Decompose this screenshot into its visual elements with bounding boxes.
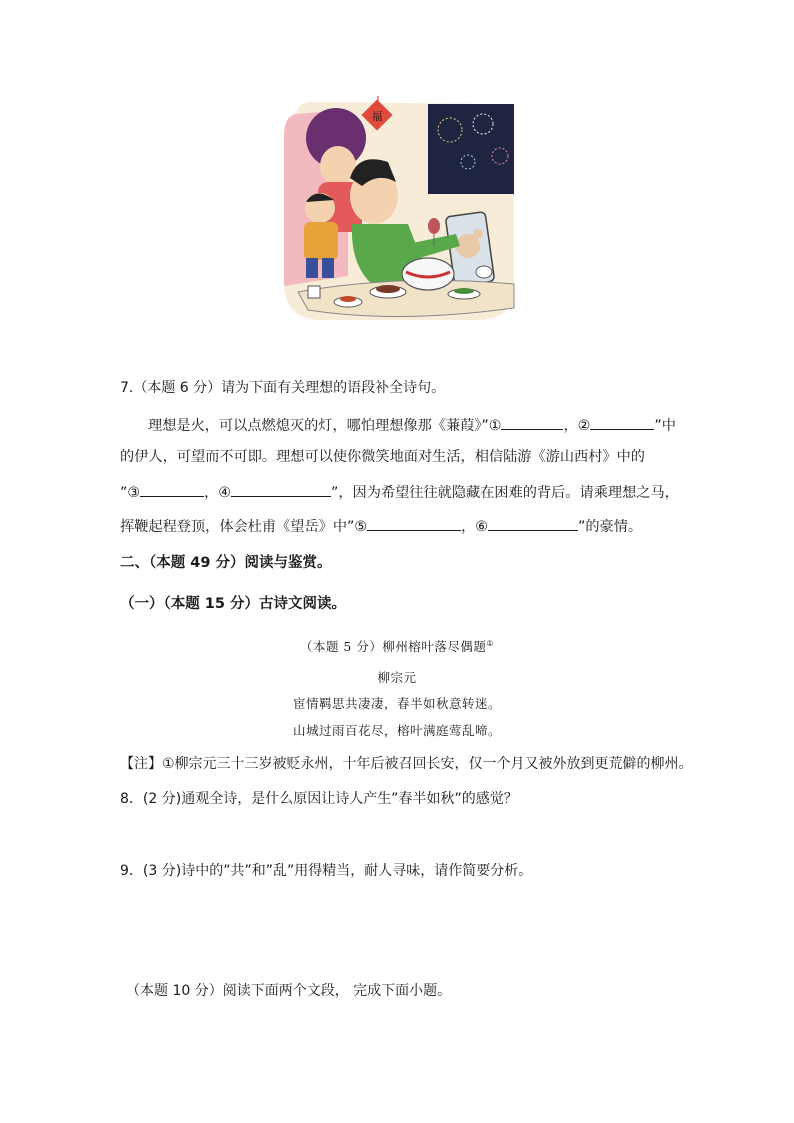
- q7-text: 挥鞭起程登顶，体会杜甫《望岳》中”⑤: [120, 519, 368, 535]
- q7-text: ”③: [120, 485, 141, 501]
- part-next-intro: （本题 10 分）阅读下面两个文段， 完成下面小题。: [126, 983, 452, 999]
- q7-text: ，⑥: [461, 519, 488, 535]
- note-marker: ①: [486, 639, 495, 648]
- poem-line-2: 山城过雨百花尽，榕叶满庭莺乱啼。: [292, 723, 501, 738]
- poem-note: 【注】①柳宗元三十三岁被贬永州，十年后被召回长安，仅一个月又被外放到更荒僻的柳州。: [120, 756, 693, 772]
- blank-2[interactable]: [590, 414, 654, 430]
- q7-line-2: 的伊人，可望而不可即。理想可以使你微笑地面对生活，相信陆游《游山西村》中的: [120, 449, 645, 465]
- blank-1[interactable]: [501, 414, 563, 430]
- blank-6[interactable]: [488, 515, 578, 531]
- q7-text: ，②: [563, 418, 591, 434]
- q7-line-3: [120, 481, 679, 503]
- part-1-title: （一）（本题 15 分）古诗文阅读。: [120, 596, 347, 612]
- fu-sign-text: 福: [371, 110, 383, 123]
- window-fireworks: [428, 104, 514, 194]
- q8: 8．(2 分)通观全诗，是什么原因让诗人产生”春半如秋”的感觉？: [120, 791, 518, 807]
- q7-text: 理想是火，可以点燃熄灭的灯，哪怕理想像那《蒹葭》”①: [148, 418, 502, 434]
- q9: 9．(3 分)诗中的”共”和”乱”用得精当，耐人寻味，请作简要分析。: [120, 863, 533, 879]
- q7-text: ”的豪情。: [578, 519, 643, 535]
- q7-line-1: [148, 414, 676, 436]
- q7-line-4: [120, 515, 642, 537]
- poem-author: 柳宗元: [377, 670, 417, 685]
- q7-text: ”，因为希望往往就隐藏在困难的背后。请乘理想之马，: [331, 485, 679, 501]
- poem-line-1: 宦情羁思共凄凄，春半如秋意转迷。: [292, 696, 501, 711]
- family-video-call-illustration: [278, 96, 518, 324]
- q7-text: ”中: [654, 418, 676, 434]
- blank-5[interactable]: [367, 515, 461, 531]
- blank-3[interactable]: [140, 481, 204, 497]
- q7-header: 7.（本题 6 分）请为下面有关理想的语段补全诗句。: [120, 380, 446, 396]
- section-2-title: 二、（本题 49 分）阅读与鉴赏。: [120, 555, 332, 571]
- blank-4[interactable]: [231, 481, 331, 497]
- q7-text: ，④: [204, 485, 231, 501]
- poem-title: （本题 5 分）柳州榕叶落尽偶题①: [299, 639, 495, 655]
